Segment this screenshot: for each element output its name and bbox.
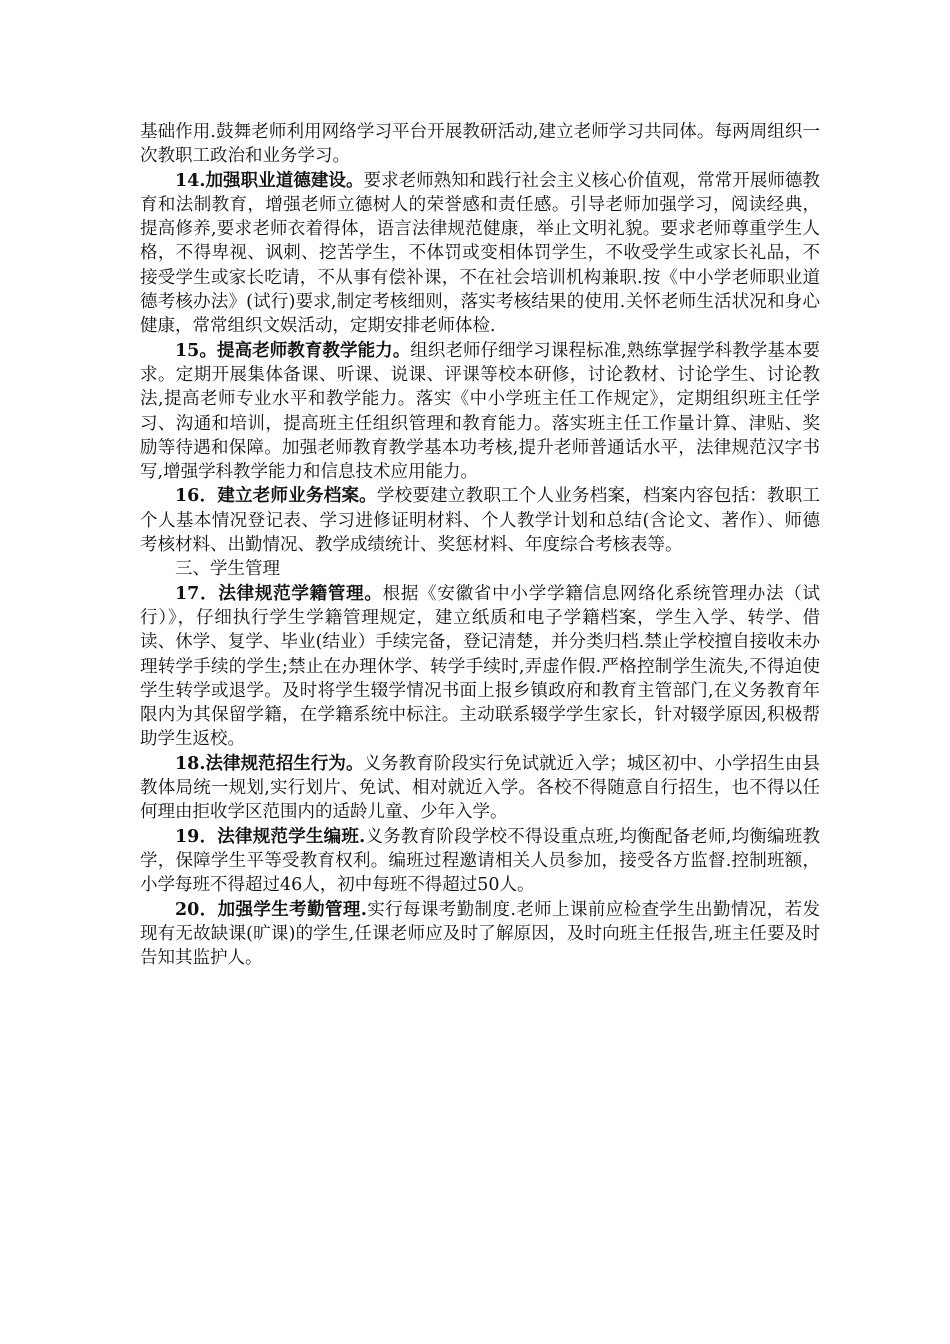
- paragraph-17: [140, 582, 820, 752]
- paragraph-body: 实行每课考勤制度.老师上课前应检查学生出勤情况，若发现有无故缺课(旷课)的学生,任课老师应及时了解原因，及时向班主任报告,班主任要及时告知其监护人。: [140, 899, 821, 969]
- document-page: [140, 120, 820, 970]
- paragraph-heading: 20．加强学生考勤管理.: [175, 899, 367, 920]
- paragraph-18: [140, 752, 820, 825]
- paragraph-heading: 14.加强职业道德建设。: [175, 170, 364, 191]
- paragraph-heading: 18.法律规范招生行为。: [175, 753, 364, 774]
- paragraph-20: [140, 898, 820, 971]
- paragraph-heading: 15。提高老师教育教学能力。: [175, 340, 411, 361]
- paragraph-heading: 19．法律规范学生编班.: [175, 826, 366, 847]
- section-title: 三、学生管理: [175, 559, 280, 580]
- section-title-student-management: [140, 557, 820, 581]
- paragraph-body: 组织老师仔细学习课程标准,熟练掌握学科教学基本要求。定期开展集体备课、听课、说课、评课等校本研修，讨论教材、讨论学生、讨论教法,提高老师专业水平和教学能力。落实《中小学班主任工作规定》，定期组织班主任学习、沟通和培训，提高班主任组织管理和教育能力。落实班主任工作量计算、津贴、奖励等待遇和保障。加强老师教育教学基本功考核,提升老师普通话水平，法律规范汉字书写,增强学科教学能力和信息技术应用能力。: [140, 340, 821, 483]
- paragraph-body: 学校要建立教职工个人业务档案，档案内容包括：教职工个人基本情况登记表、学习进修证明材料、个人教学计划和总结(含论文、著作）、师德考核材料、出勤情况、教学成绩统计、奖惩材料、年度综合考核表等。: [140, 486, 821, 556]
- paragraph-body: 基础作用.鼓舞老师利用网络学习平台开展教研活动,建立老师学习共同体。每两周组织一次教职工政治和业务学习。: [140, 122, 820, 167]
- paragraph-heading: 17．法律规范学籍管理。: [175, 583, 383, 604]
- paragraph-continuation: [140, 120, 820, 169]
- paragraph-heading: 16．建立老师业务档案。: [175, 486, 377, 507]
- paragraph-14: [140, 169, 820, 339]
- paragraph-body: 义务教育阶段实行免试就近入学；城区初中、小学招生由县教体局统一规划,实行划片、免试、相对就近入学。各校不得随意自行招生，也不得以任何理由拒收学区范围内的适龄儿童、少年入学。: [140, 753, 820, 823]
- paragraph-15: [140, 339, 820, 485]
- paragraph-16: [140, 484, 820, 557]
- paragraph-body: 根据《安徽省中小学学籍信息网络化系统管理办法（试行）》，仔细执行学生学籍管理规定，建立纸质和电子学籍档案，学生入学、转学、借读、休学、复学、毕业(结业）手续完备，登记清楚，并分类归档.禁止学校擅自接收未办理转学手续的学生;禁止在办理休学、转学手续时,弄虚作假.严格控制学生流失,不得迫使学生转学或退学。及时将学生辍学情况书面上报乡镇政府和教育主管部门,在义务教育年限内为其保留学籍，在学籍系统中标注。主动联系辍学学生家长，针对辍学原因,积极帮助学生返校。: [140, 583, 820, 750]
- paragraph-body: 义务教育阶段学校不得设重点班,均衡配备老师,均衡编班教学，保障学生平等受教育权利。编班过程邀请相关人员参加，接受各方监督.控制班额，小学每班不得超过46人，初中每班不得超过50人。: [140, 826, 821, 896]
- paragraph-19: [140, 825, 820, 898]
- paragraph-body: 要求老师熟知和践行社会主义核心价值观，常常开展师德教育和法制教育，增强老师立德树人的荣誉感和责任感。引导老师加强学习，阅读经典，提高修养,要求老师衣着得体，语言法律规范健康，举止文明礼貌。要求老师尊重学生人格，不得卑视、讽刺、挖苦学生，不体罚或变相体罚学生，不收受学生或家长礼品，不接受学生或家长吃请，不从事有偿补课，不在社会培训机构兼职.按《中小学老师职业道德考核办法》(试行)要求,制定考核细则，落实考核结果的使用.关怀老师生活状况和身心健康，常常组织文娱活动，定期安排老师体检.: [140, 170, 820, 337]
